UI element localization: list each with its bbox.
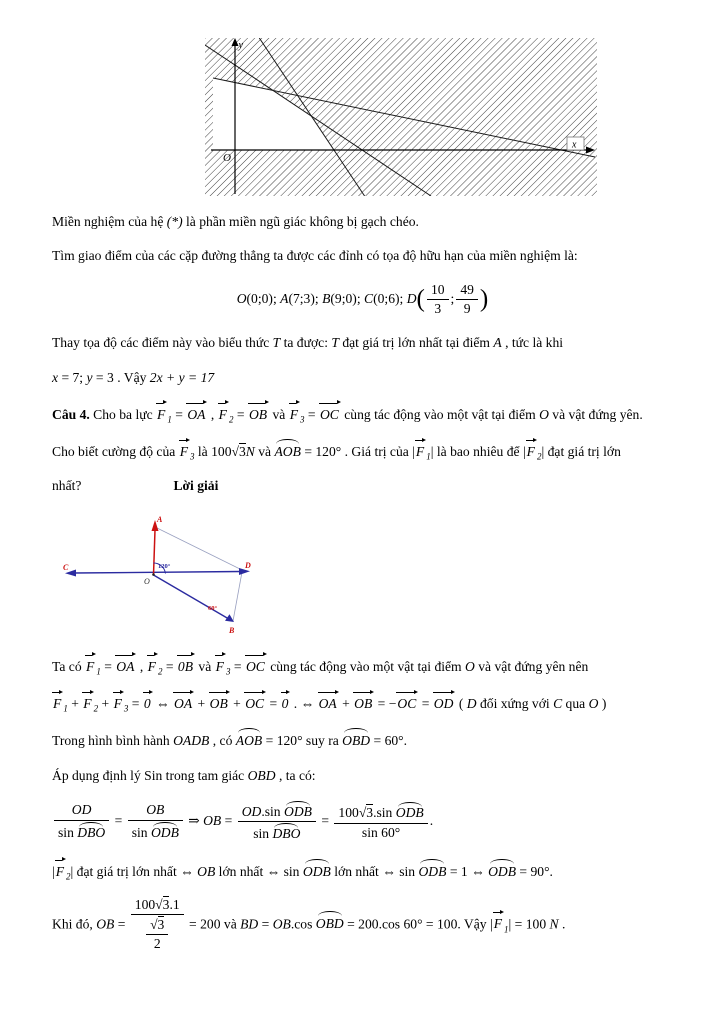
text-run: O [465,658,475,674]
fraction-denominator [334,824,427,841]
text-run: lớn nhất ⇔ sin [330,863,419,879]
label-D: D [245,560,251,570]
text-run: Ta có [52,658,86,674]
force-vector-diagram [62,511,257,636]
angle-symbol: OBD [316,911,344,933]
vector-symbol: OA [318,691,339,713]
text-run: (0;0) [246,290,273,306]
formula-dinh-ly-sin [52,800,673,844]
text-run: .1 [169,896,180,912]
vector-symbol: OD [433,691,456,713]
vector-CD-line [74,571,241,573]
text-run: OB [146,802,165,818]
fraction [334,802,427,841]
text-run: B [322,290,331,306]
text-run: √ [155,896,163,912]
text-run: 3 [434,300,442,316]
text-run: ⇔ [152,696,174,711]
text-run: , [136,658,147,674]
point-O-dot [152,573,155,576]
vector-OA-line [154,530,156,575]
para-ket-qua-x7y3 [52,368,673,387]
text-run: OD [71,802,92,818]
vector-symbol: OB [353,691,374,713]
text-run: = 200 và [185,916,241,932]
text-run: C [553,696,563,711]
fraction [146,917,168,953]
label-B: B [229,625,235,635]
vector-symbol: F [179,439,190,461]
fraction-numerator [427,282,449,300]
label-C: C [63,562,69,572]
angle-symbol: ODB [488,859,516,881]
text-run: 1 [63,703,68,714]
text-run: = [304,406,319,422]
vector-symbol: OB [248,402,269,424]
text-run: 3 [162,896,170,912]
label-O: O [144,576,150,586]
text-run: √ [231,444,239,460]
para-thay-toa-do [52,333,673,352]
text-run: 3 [238,444,246,460]
para-hinh-binh-hanh [52,728,673,750]
text-run: 3 [157,917,165,933]
fraction [131,897,184,954]
y-axis-label: y [238,40,244,51]
text-run: là phần miền ngũ giác không bị gạch chéo. [182,214,419,229]
text-run: 100 [211,444,232,460]
label-angle-120: 120° [158,562,171,570]
text-run: cùng tác động vào một vật tại điểm [266,658,466,674]
text-run: nhất? [52,478,82,494]
text-run: = [266,696,281,711]
text-run: và vật đứng yên nên [474,658,589,674]
text-run: Cho biết cường độ của [52,444,179,460]
fraction-denominator [456,300,478,317]
text-run: | [508,916,512,932]
text-run: và [269,406,289,422]
vector-symbol: F [55,859,66,881]
text-run: ) [598,696,607,711]
text-run: D [406,290,417,306]
text-run: 1 [504,924,509,935]
label-angle-60: 60° [208,604,218,612]
para-khi-do [52,896,673,955]
fraction [427,282,449,318]
vector-symbol: OC [245,654,267,676]
angle-symbol: ODB [303,859,331,881]
text-run: , tức là khi [501,335,564,351]
text-run: = [162,658,177,674]
text-run: = [418,696,433,711]
fraction [456,282,478,318]
text-run: đạt giá trị lớn [544,444,621,460]
text-run: = [221,812,236,828]
text-run: = [111,812,126,828]
text-run: và [254,444,275,460]
text-run: , có [209,733,236,749]
feasible-region-graph [205,38,597,196]
fraction-denominator [146,935,168,952]
angle-symbol: OBD [342,728,370,750]
bold-text: Câu 4. [52,406,90,422]
text-run: (*) [166,214,183,229]
text-run: = 100 [511,916,550,932]
text-run: OADB [173,733,210,749]
text-run: = [233,406,248,422]
para-mien-nghiem [52,212,673,231]
text-run: 3 [366,805,374,821]
text-run: ; [314,290,323,306]
text-run: 2 [157,666,163,677]
vector-symbol: F [82,691,93,713]
text-run: = − [374,696,397,711]
fraction-numerator [128,802,183,820]
text-run: sin [131,824,151,840]
text-run: = 120° [300,444,342,460]
big-paren: ( [416,285,425,313]
text-run: lớn nhất ⇔ sin [215,863,303,879]
angle-symbol: DBO [272,823,300,842]
text-run: OBD [247,767,276,783]
fraction-numerator [238,801,316,822]
text-run: O [236,290,247,306]
vector-symbol: F [289,402,300,424]
text-run: ; [356,290,365,306]
text-run: = [258,916,273,932]
vector-symbol: OC [396,691,418,713]
text-run: ⇒ [184,812,204,828]
text-run: 1 [167,414,172,425]
text-run: 2 [228,414,234,425]
text-run: 2 [536,451,542,462]
text-run: 2 [66,871,71,882]
text-run: = 120° suy ra [262,733,343,749]
vector-symbol: F [493,911,504,933]
vector-symbol: OA [186,402,207,424]
text-run: Trong hình bình hành [52,733,174,749]
fraction-denominator [238,822,316,842]
text-run: cùng tác động vào một vật tại điểm [340,406,540,422]
text-run: (7;3) [288,290,315,306]
text-run: T [272,335,281,351]
text-run: | [489,916,493,932]
text-run: = [317,812,333,828]
text-run: √ [358,805,367,821]
text-run: Thay tọa độ các điểm này vào biểu thức [52,335,273,351]
text-run: T [331,335,339,351]
text-run: và [195,658,215,674]
fraction-numerator [131,897,184,915]
text-run: là [194,444,212,460]
text-run: Miền nghiệm của hệ [52,214,167,229]
para-ta-co [52,654,673,676]
text-run: = 90°. [516,863,553,879]
origin-label: O [223,152,231,164]
text-run: C [364,290,374,306]
text-run: y [86,369,93,385]
text-run: OD [241,803,262,819]
text-run: Áp dụng định lý Sin trong tam giác [52,767,248,783]
bold-text: Lời giải [173,478,219,494]
text-run: . Giá trị của [341,444,413,460]
text-run: OB [197,863,216,879]
label-A: A [157,514,163,524]
text-run: Cho ba lực [89,406,157,422]
text-run: ( [455,696,467,711]
fraction-denominator [128,821,183,841]
vector-symbol: OA [115,654,136,676]
vector-symbol: OA [173,691,194,713]
text-run: | [52,863,55,879]
vector-symbol: F [156,402,167,424]
text-run: O [539,406,549,422]
text-run: OB [203,812,222,828]
big-paren: ) [479,285,489,313]
fraction-denominator [427,300,449,317]
text-run: . ⇔ [290,696,318,711]
vector-symbol: F [415,439,426,461]
para-cau4-de-bai [52,402,673,424]
text-run: ; [399,290,407,306]
angle-symbol: AOB [236,728,262,750]
vector-symbol: F [52,691,63,713]
text-run: | [70,863,74,879]
vector-symbol: 0 [143,691,153,713]
text-run: A [493,335,502,351]
text-run: đối xứng với [476,696,554,711]
fraction-numerator [334,802,427,823]
text-run: 2 [153,936,161,952]
text-run: là bao nhiêu để [433,444,523,460]
text-run: = 1 ⇔ [446,863,489,879]
vector-symbol: OB [209,691,230,713]
para-tong-hop-luc [52,691,673,713]
text-run: đạt giá trị lớn nhất ⇔ [73,863,198,879]
para-ap-dung-sin [52,766,673,785]
text-run: 100 [134,896,156,912]
text-run: | [430,444,434,460]
text-run: | [412,444,415,460]
vector-symbol: F [147,654,158,676]
text-run: Khi đó, [52,916,97,932]
text-run: .sin [261,803,284,819]
fraction [238,801,316,843]
text-run: = [128,696,143,711]
vector-symbol: F [526,439,537,461]
text-run: = 3 [92,369,114,385]
angle-symbol: ODB [396,802,424,821]
text-run: + [98,696,113,711]
text-run: = [100,658,116,674]
vector-symbol: F [113,691,124,713]
text-run: OB [272,916,291,932]
text-run: qua [562,696,589,711]
fraction-denominator [131,915,184,954]
text-run: 10 [430,281,445,297]
text-run: O [588,696,599,711]
text-run: (0;6) [373,290,400,306]
text-run: .sin [373,805,396,821]
text-run: = 7; [58,369,87,385]
text-run: = 60°. [370,733,408,749]
text-run: sin 60° [361,824,401,840]
text-run: | [522,444,526,460]
vector-symbol: F [218,402,229,424]
text-run: + [194,696,209,711]
text-run: , [207,406,218,422]
text-run: đạt giá trị lớn nhất tại điểm [338,335,494,351]
text-run: = [171,406,187,422]
text-run: x [52,369,59,385]
angle-symbol: DBO [77,822,105,841]
text-run: + [67,696,83,711]
text-run: 3 [300,414,305,425]
text-run: 3 [225,666,231,677]
text-run: 100 [338,805,359,821]
angle-symbol: ODB [284,801,312,820]
fraction-numerator [54,802,109,820]
text-run: √ [150,917,158,933]
angle-symbol: AOB [274,439,300,461]
fraction [128,802,183,841]
fraction-denominator [54,821,109,841]
fraction [54,802,109,841]
text-run: 2 [93,703,99,714]
text-run: ; [450,290,455,306]
text-run: 3 [190,451,195,462]
force-diagram-figure [62,511,673,640]
text-run: | [541,444,545,460]
text-run: + [338,696,354,711]
text-run: = [230,658,245,674]
vector-symbol: 0B [177,654,195,676]
vector-symbol: OC [319,402,341,424]
text-run: D [466,696,477,711]
text-run: 2x + y = 17 [149,369,215,385]
text-run: = [114,916,129,932]
text-run: sin [253,826,273,842]
text-run: 9 [463,300,471,316]
text-run: = 200.cos 60° = 100. Vậy [343,916,490,932]
feasible-region-figure [205,38,673,200]
text-run: và vật đứng yên. [548,406,643,422]
text-run: A [280,290,289,306]
x-axis-label: x [572,139,577,151]
vector-symbol: 0 [281,691,291,713]
text-run: OB [96,916,115,932]
para-f2-lon-nhat [52,859,673,881]
fraction-numerator [146,917,168,935]
para-nhat-loi-giai [52,476,673,495]
para-cho-biet-cuong-do [52,439,673,461]
angle-symbol: ODB [418,859,446,881]
text-run: , ta có: [275,767,316,783]
text-run: 1 [426,451,431,462]
text-run: . [429,812,434,828]
text-run: sin [58,824,78,840]
vector-symbol: F [85,654,96,676]
vector-symbol: F [215,654,226,676]
text-run: (9;0) [330,290,357,306]
angle-symbol: ODB [151,822,179,841]
text-run: 49 [460,281,474,297]
text-run: .cos [290,916,316,932]
text-run: 1 [96,666,101,677]
fraction-numerator [456,282,478,300]
line-BD [233,572,242,621]
vector-symbol: OC [244,691,266,713]
text-run: ta được: [280,335,332,351]
text-run: Tìm giao điểm của các cặp đường thẳng ta được các đỉnh có tọa độ hữu hạn của miền nghiệm là: [52,248,578,264]
text-run: N [549,916,559,932]
text-run: + [229,696,245,711]
text-run: BD [240,916,259,932]
text-run: . [558,916,566,932]
text-run: ; [272,290,281,306]
text-run: . Vậy [113,369,150,385]
text-run: N [245,444,255,460]
text-run: 3 [123,703,129,714]
para-tim-giao-diem [52,246,673,265]
formula-dinh-toa-do [52,281,673,319]
